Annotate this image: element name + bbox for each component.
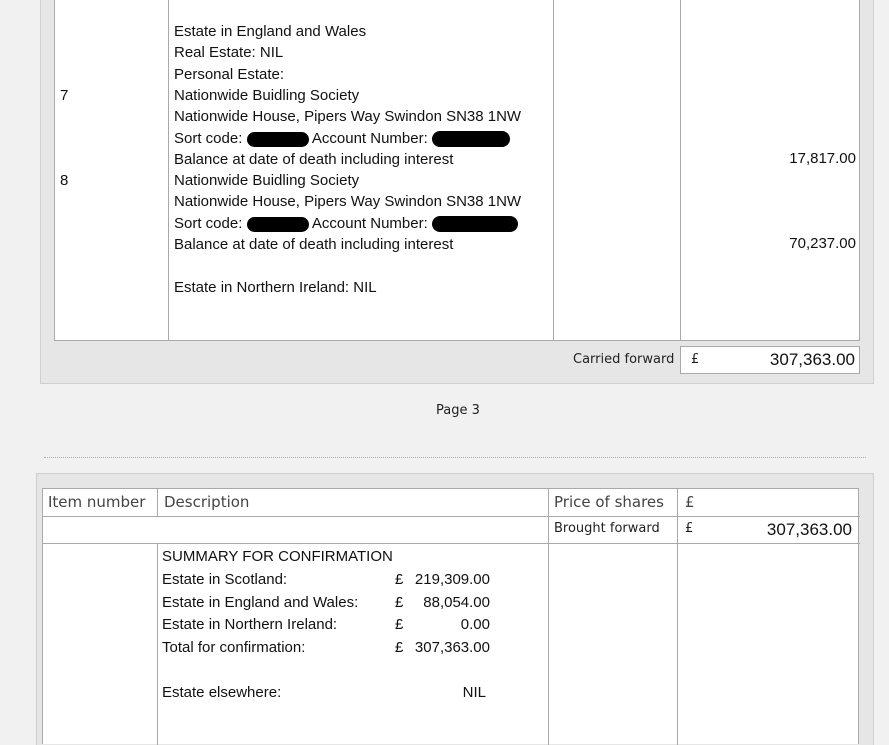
sort-code-line (174, 128, 510, 149)
sort-code-label: Sort code: (174, 130, 243, 147)
redaction-mark (432, 131, 510, 147)
summary-label: Estate in Northern Ireland: (162, 616, 338, 633)
summary-label: Estate in Scotland: (162, 571, 288, 588)
page-break-line (44, 457, 866, 458)
account-number-label: Account Number: (311, 215, 428, 232)
summary-table (42, 488, 859, 744)
summary-title: SUMMARY FOR CONFIRMATION (162, 548, 393, 565)
description-line: Nationwide Buidling Society (174, 172, 360, 189)
brought-forward-label: Brought forward (554, 521, 660, 536)
account-number-label: Account Number: (311, 130, 428, 147)
brought-forward-amount: 307,363.00 (766, 520, 852, 539)
column-divider (157, 543, 158, 745)
header-description: Description (164, 493, 250, 511)
item-amount: 70,237.00 (789, 235, 856, 252)
column-divider (680, 0, 681, 341)
summary-label: Estate in England and Wales: (162, 594, 359, 611)
summary-currency: £ (395, 639, 404, 656)
header-currency: £ (685, 493, 695, 511)
column-divider (548, 489, 549, 745)
summary-amount: 307,363.00 (414, 639, 490, 656)
summary-label: Total for confirmation: (162, 639, 306, 656)
summary-amount: 219,309.00 (414, 571, 490, 588)
sort-code-label: Sort code: (174, 215, 243, 232)
header-price-of-shares: Price of shares (554, 493, 664, 511)
estate-elsewhere-label: Estate elsewhere: (162, 684, 282, 701)
item-number: 7 (60, 87, 69, 104)
redaction-mark (247, 217, 309, 232)
column-divider (677, 489, 678, 745)
summary-amount: 0.00 (460, 616, 490, 633)
description-line: Nationwide Buidling Society (174, 87, 360, 104)
description-line: Nationwide House, Pipers Way Swindon SN38 1NW (174, 193, 522, 210)
summary-currency: £ (395, 616, 404, 633)
column-divider (157, 489, 158, 516)
carried-forward-amount: 307,363.00 (769, 350, 855, 369)
description-line: Balance at date of death including interest (174, 151, 454, 168)
summary-currency: £ (395, 571, 404, 588)
item-number: 8 (60, 172, 69, 189)
carried-forward-label: Carried forward (573, 352, 675, 367)
description-line: Nationwide House, Pipers Way Swindon SN38 1NW (174, 108, 522, 125)
page-number: Page 3 (436, 403, 480, 418)
summary-currency: £ (395, 594, 404, 611)
column-divider (553, 0, 554, 341)
description-line: Estate in England and Wales (174, 23, 367, 40)
description-line: Estate in Northern Ireland: NIL (174, 279, 377, 296)
summary-amount: 88,054.00 (423, 594, 490, 611)
carried-forward-box (680, 346, 860, 374)
header-item-number: Item number (48, 493, 146, 511)
redaction-mark (247, 132, 309, 147)
column-divider (168, 0, 169, 341)
estate-table (54, 0, 860, 341)
description-line: Real Estate: NIL (174, 44, 284, 61)
estate-elsewhere-value: NIL (462, 684, 486, 701)
currency-symbol: £ (685, 521, 694, 536)
redaction-mark (432, 216, 518, 232)
item-amount: 17,817.00 (789, 150, 856, 167)
description-line: Personal Estate: (174, 66, 285, 83)
row-divider (43, 516, 860, 517)
currency-symbol: £ (691, 352, 700, 367)
sort-code-line (174, 213, 518, 234)
description-line: Balance at date of death including interest (174, 236, 454, 253)
row-divider (43, 543, 860, 544)
